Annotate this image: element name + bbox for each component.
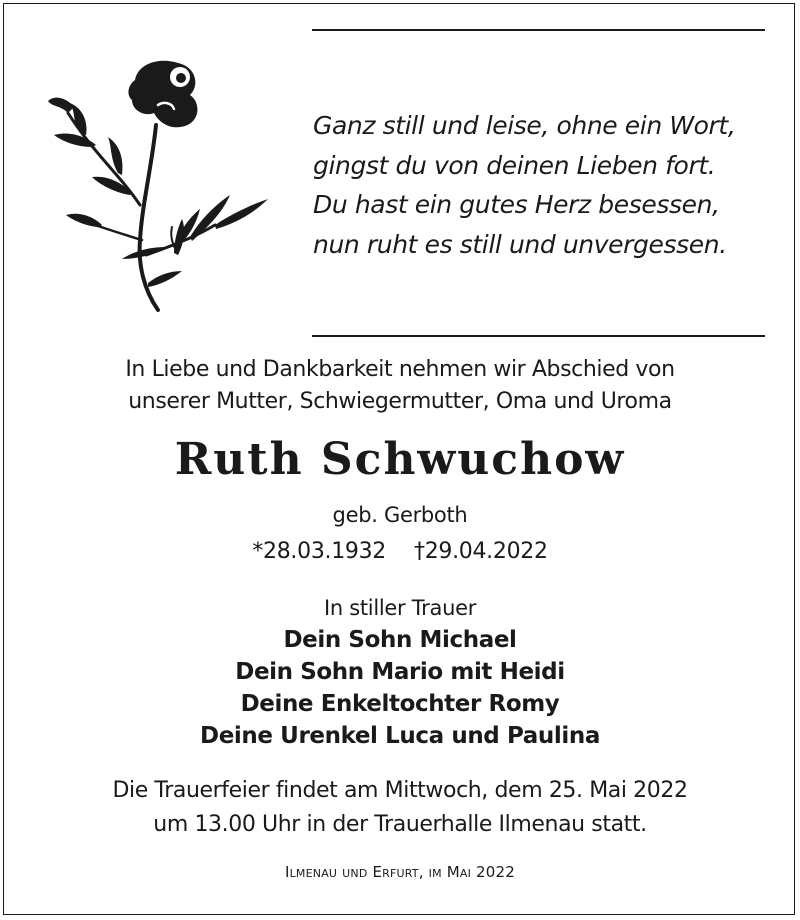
mourner-item: Deine Urenkel Luca und Paulina (200, 723, 600, 749)
intro-line: In Liebe und Dankbarkeit nehmen wir Abschied von (125, 357, 675, 382)
birth-date: *28.03.1932 (252, 539, 386, 564)
poem-line: nun ruht es still und unvergessen. (313, 229, 727, 259)
mourner-item: Dein Sohn Mario mit Heidi (235, 659, 565, 685)
mourners-list (0, 624, 800, 752)
farewell-intro (0, 354, 800, 418)
life-dates (0, 537, 800, 567)
place-and-date: Ilmenau und Erfurt, im Mai 2022 (284, 863, 516, 881)
intro-line: unserer Mutter, Schwiegermutter, Oma und Uroma (128, 389, 672, 414)
funeral-info (0, 774, 800, 842)
mourner-item: Dein Sohn Michael (283, 627, 517, 653)
rose-icon (40, 55, 275, 315)
poem-line: Du hast ein gutes Herz besessen, (313, 190, 720, 219)
funeral-line: um 13.00 Uhr in der Trauerhalle Ilmenau statt. (153, 812, 647, 837)
mourner-item: Deine Enkeltochter Romy (240, 691, 560, 717)
poem-line: gingst du von deinen Lieben fort. (313, 150, 716, 180)
funeral-line: Die Trauerfeier findet am Mittwoch, dem 25. Mai 2022 (112, 778, 688, 803)
poem-line: Ganz still und leise, ohne ein Wort, (313, 111, 736, 140)
mourning-heading: In stiller Trauer (323, 596, 477, 620)
poem (313, 106, 783, 264)
top-divider (312, 29, 765, 31)
maiden-name: geb. Gerboth (332, 503, 468, 527)
deceased-name: Ruth Schwuchow (174, 434, 626, 485)
bottom-divider (312, 335, 765, 337)
death-date: †29.04.2022 (414, 539, 548, 564)
